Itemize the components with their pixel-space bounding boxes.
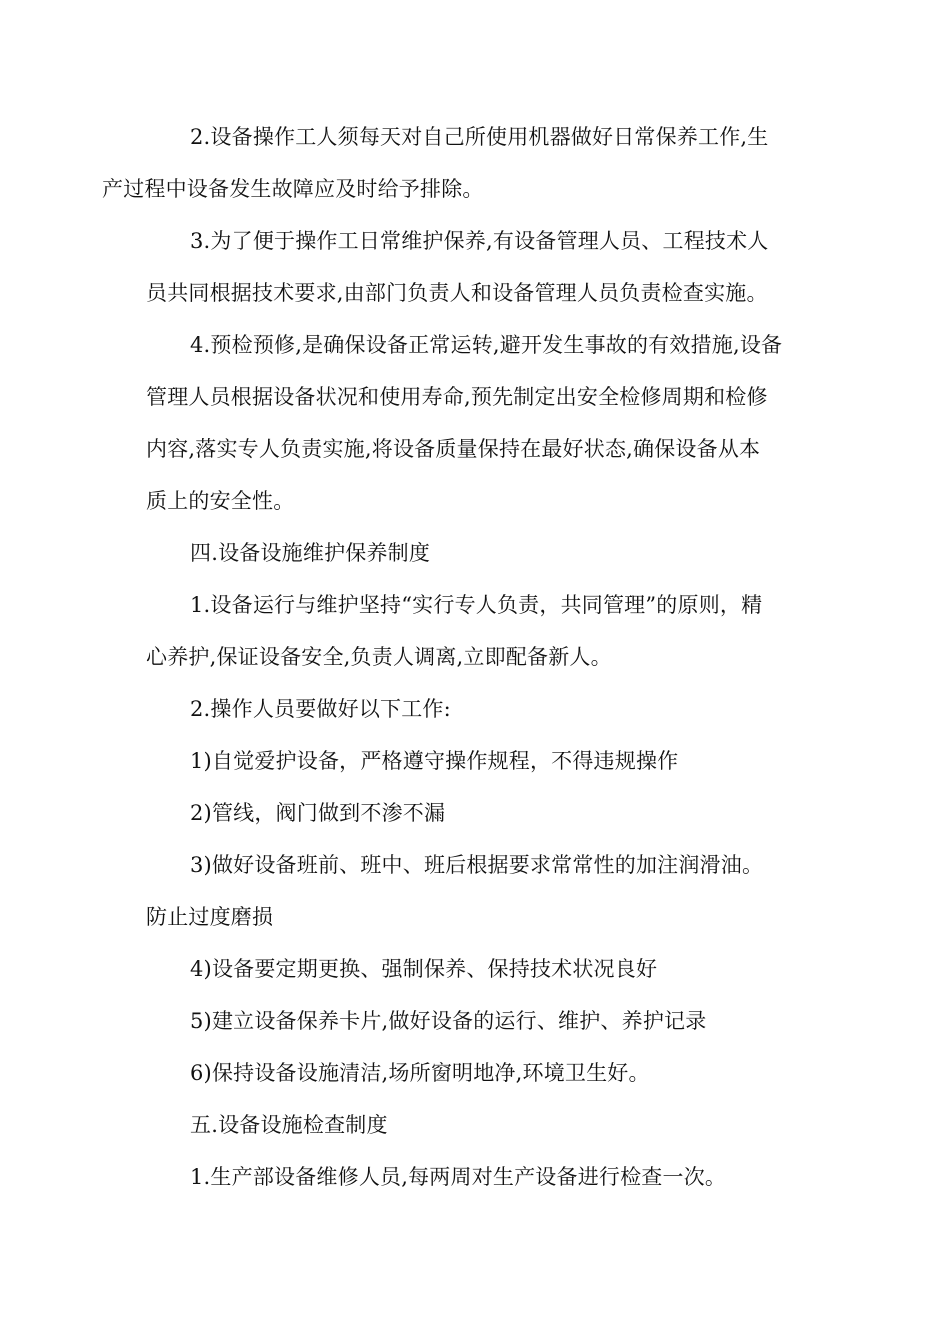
text-line: 6)保持设备设施清洁,场所窗明地净,环境卫生好。 <box>190 1061 650 1085</box>
text-line: 4.预检预修,是确保设备正常运转,避开发生事故的有效措施,设备 <box>190 333 783 357</box>
list-item-maintenance-card <box>146 995 806 1047</box>
text-line: 4)设备要定期更换、强制保养、保持技术状况良好 <box>190 957 658 981</box>
paragraph-responsibility-principle <box>146 579 806 683</box>
text-line: 防止过度磨损 <box>146 905 274 929</box>
text-line: 1)自觉爱护设备，严格遵守操作规程，不得违规操作 <box>190 749 679 773</box>
list-item-replacement <box>146 943 806 995</box>
list-item-care-equipment <box>146 735 806 787</box>
text-line: 1.生产部设备维修人员,每两周对生产设备进行检查一次。 <box>190 1165 727 1189</box>
text-line: 管理人员根据设备状况和使用寿命,预先制定出安全检修周期和检修 <box>146 385 768 409</box>
text-line: 2.操作人员要做好以下工作: <box>190 697 451 721</box>
text-line: 员共同根据技术要求,由部门负责人和设备管理人员负责检查实施。 <box>146 281 768 305</box>
text-line: 内容,落实专人负责实施,将设备质量保持在最好状态,确保设备从本 <box>146 437 761 461</box>
paragraph-operator-duties <box>146 683 806 735</box>
paragraph-maintenance-inspection <box>146 215 806 319</box>
text-line: 5)建立设备保养卡片,做好设备的运行、维护、养护记录 <box>190 1009 707 1033</box>
section-heading-maintenance-system <box>146 527 806 579</box>
list-item-pipelines-valves <box>146 787 806 839</box>
paragraph-preventive-maintenance <box>146 319 806 527</box>
text-line: 质上的安全性。 <box>146 489 295 513</box>
section-heading: 五.设备设施检查制度 <box>190 1113 388 1137</box>
text-line: 3)做好设备班前、班中、班后根据要求常常性的加注润滑油。 <box>190 853 764 877</box>
text-line: 2.设备操作工人须每天对自己所使用机器做好日常保养工作,生 <box>190 125 769 149</box>
text-line: 产过程中设备发生故障应及时给予排除。 <box>102 177 484 201</box>
text-line: 3.为了便于操作工日常维护保养,有设备管理人员、工程技术人 <box>190 229 769 253</box>
text-line: 心养护,保证设备安全,负责人调离,立即配备新人。 <box>146 645 612 669</box>
text-line: 1.设备运行与维护坚持“实行专人负责，共同管理”的原则，精 <box>190 593 763 617</box>
list-item-lubrication <box>146 839 806 943</box>
text-line: 2)管线，阀门做到不渗不漏 <box>190 801 446 825</box>
paragraph-maintenance-daily <box>102 111 806 215</box>
paragraph-biweekly-inspection <box>146 1151 806 1203</box>
list-item-cleanliness <box>146 1047 806 1099</box>
section-heading: 四.设备设施维护保养制度 <box>190 541 431 565</box>
section-heading-inspection-system <box>146 1099 806 1151</box>
